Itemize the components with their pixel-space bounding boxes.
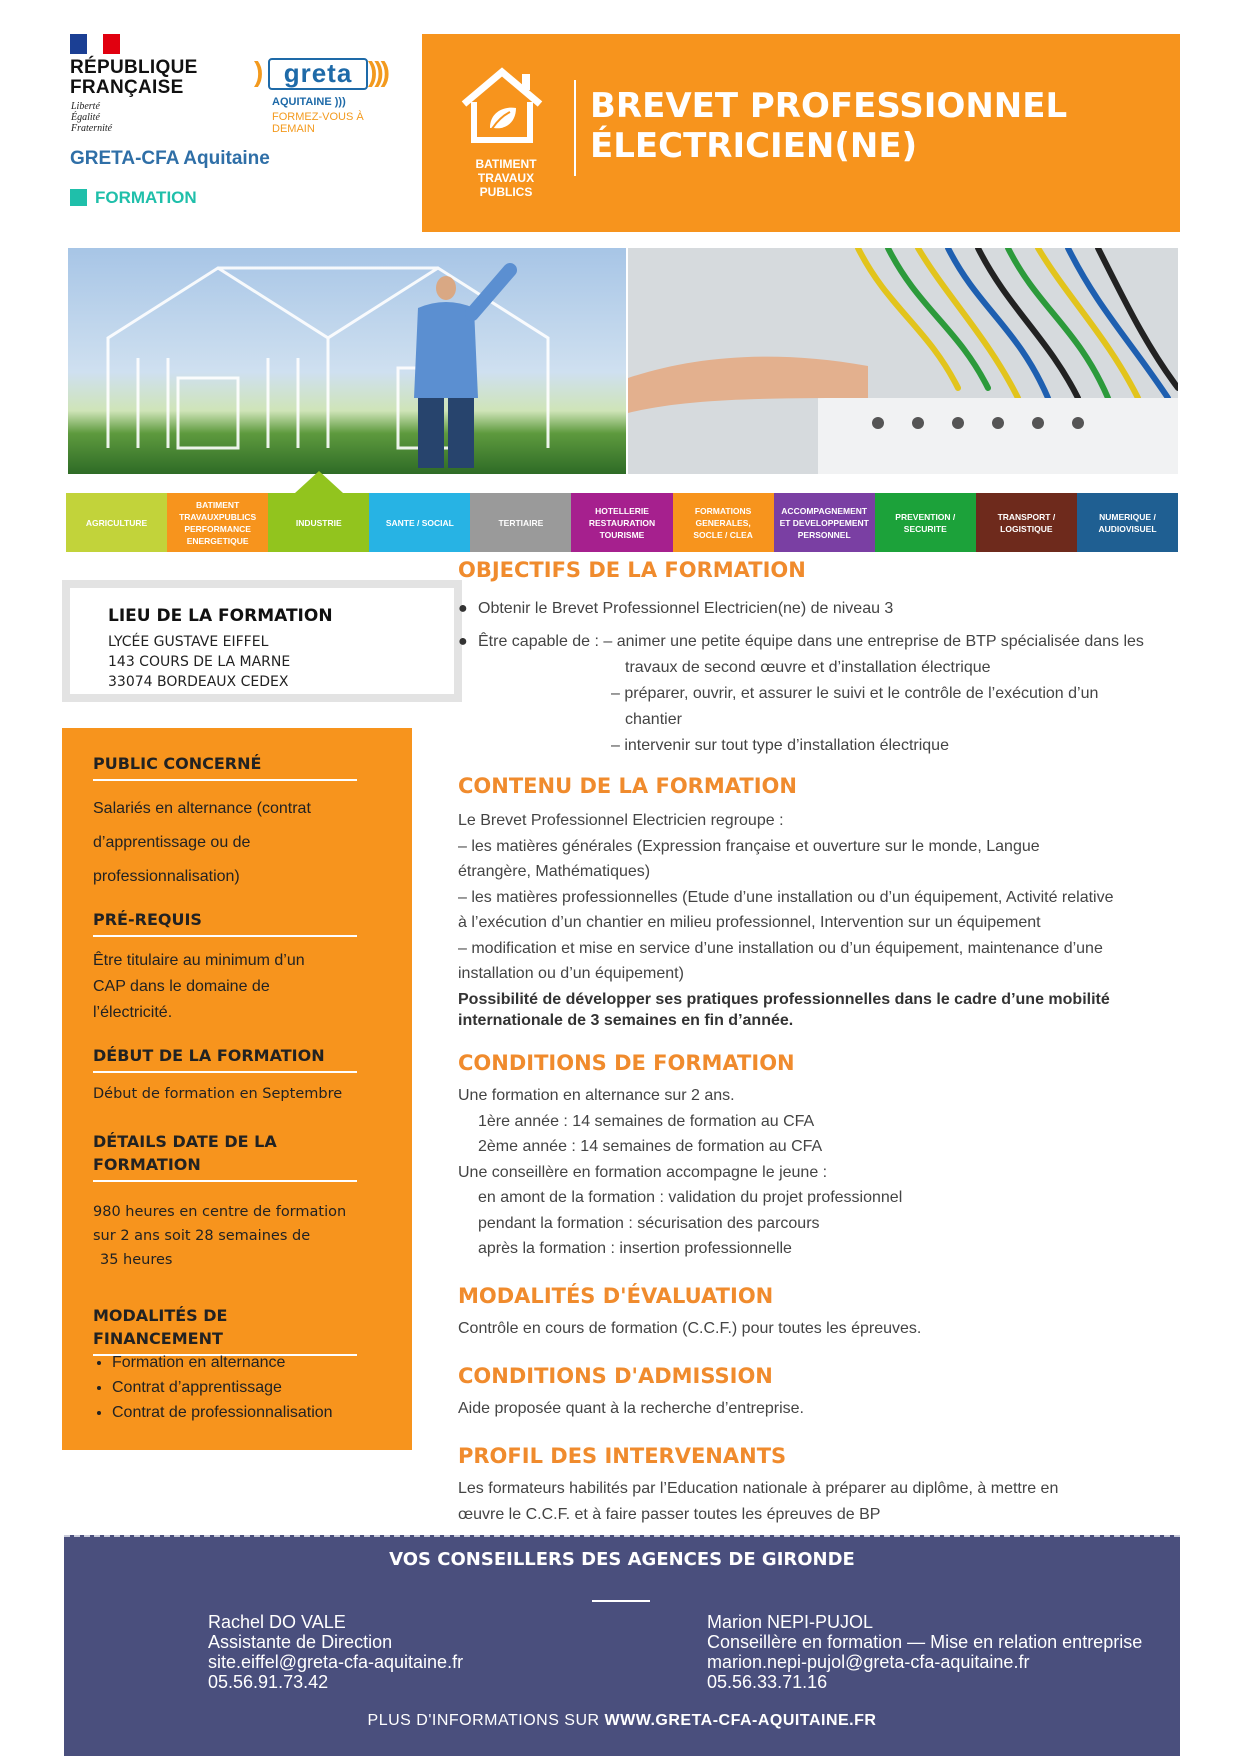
category-tab[interactable]: [470, 493, 571, 552]
financement-item: • Contrat de professionnalisation: [112, 1400, 333, 1425]
objectif-bullet-1: [458, 596, 893, 622]
contact-name: Rachel DO VALE: [208, 1612, 346, 1632]
conditions-line: 2ème année : 14 semaines de formation au CFA: [478, 1138, 823, 1155]
category-label: [296, 517, 342, 529]
category-line: HOTELLERIE: [595, 505, 649, 516]
objectif-text: Être capable de : – animer une petite équipe dans une entreprise de BTP spécialisée dans les: [478, 633, 1144, 650]
details-line: sur 2 ans soit 28 semaines de: [93, 1228, 311, 1244]
category-line: ACCOMPAGNEMENT: [781, 505, 868, 516]
title-line-1: BREVET PROFESSIONNEL: [590, 86, 1068, 126]
motto-line: Liberté: [71, 101, 100, 112]
prerequis-title: PRÉ-REQUIS: [93, 908, 357, 937]
org-name: GRETA-CFA Aquitaine: [70, 148, 270, 169]
category-label: [693, 505, 753, 541]
category-tab[interactable]: [369, 493, 470, 552]
financement-title: MODALITÉS DE FINANCEMENT: [93, 1304, 357, 1356]
bullet-icon: ●: [458, 633, 468, 650]
category-label: [780, 505, 869, 541]
financement-list: [80, 1350, 333, 1425]
profil-line: Les formateurs habilités par l’Education nationale à préparer au diplôme, à mettre en: [458, 1480, 1059, 1497]
sector-line: TRAVAUX: [477, 171, 535, 185]
sector-label: [462, 157, 550, 199]
public-line: Salariés en alternance (contrat: [93, 800, 311, 817]
public-line: d’apprentissage ou de: [93, 834, 251, 851]
category-label: [86, 517, 147, 529]
objectifs-title: OBJECTIFS DE LA FORMATION: [458, 558, 806, 582]
public-line: professionnalisation): [93, 868, 240, 885]
side-panel: [62, 728, 412, 1450]
title-separator: [574, 80, 576, 176]
objectif-text: Obtenir le Brevet Professionnel Electricien(ne) de niveau 3: [478, 600, 894, 617]
category-line: RESTAURATION: [588, 517, 656, 528]
objectif-bullet-2: [458, 629, 1144, 655]
category-line: INDUSTRIE: [295, 517, 342, 528]
category-label: [179, 499, 256, 547]
mobilite-line: internationale de 3 semaines en fin d’année.: [458, 1011, 794, 1029]
motto-line: Égalité: [71, 112, 100, 123]
category-tab[interactable]: [976, 493, 1077, 552]
category-line: TRAVAUXPUBLICS: [179, 511, 257, 522]
admission-text: Aide proposée quant à la recherche d’entreprise.: [458, 1400, 804, 1417]
prerequis-text: [93, 948, 363, 1026]
category-bar: [66, 493, 1178, 552]
sector-line: BATIMENT: [475, 157, 537, 171]
contact-rachel: [208, 1612, 463, 1692]
conditions-line: après la formation : insertion professionnelle: [478, 1240, 792, 1257]
contact-marion: [707, 1612, 1142, 1692]
formation-square-icon: [70, 189, 87, 206]
debut-title: DÉBUT DE LA FORMATION: [93, 1044, 357, 1073]
sector-line: PUBLICS: [479, 185, 533, 199]
category-tab[interactable]: [875, 493, 976, 552]
category-line: BATIMENT: [195, 499, 240, 510]
lieu-line: 33074 BORDEAUX CEDEX: [108, 674, 289, 690]
conditions-line: pendant la formation : sécurisation des parcours: [478, 1214, 820, 1232]
contenu-line: installation ou d’un équipement): [458, 965, 684, 982]
category-line: FORMATIONS: [694, 505, 752, 516]
more-info: [64, 1712, 1180, 1730]
greta-word: greta: [268, 58, 368, 90]
website-link[interactable]: WWW.GRETA-CFA-AQUITAINE.FR: [604, 1712, 877, 1729]
details-title: [93, 1130, 357, 1182]
category-line: TOURISME: [599, 529, 645, 540]
details-text: [93, 1200, 363, 1272]
category-label: [1098, 511, 1156, 535]
greta-logo: [254, 56, 402, 136]
category-line: AUDIOVISUEL: [1098, 523, 1157, 534]
conditions-line: en amont de la formation : validation du projet professionnel: [478, 1189, 903, 1206]
category-line: AGRICULTURE: [85, 517, 148, 528]
formation-label: FORMATION: [95, 188, 197, 207]
prerequis-line: Être titulaire au minimum d’un: [93, 952, 305, 969]
details-title-line: DÉTAILS DATE DE LA: [93, 1132, 277, 1151]
contenu-line: – les matières générales (Expression française et ouverture sur le monde, Langue: [458, 837, 1040, 855]
mobilite-note: [458, 989, 1178, 1031]
french-flag-icon: [70, 34, 120, 54]
contact-role: Conseillère en formation — Mise en relation entreprise: [707, 1632, 1143, 1652]
category-line: GENERALES,: [695, 517, 751, 528]
lieu-line: LYCÉE GUSTAVE EIFFEL: [108, 634, 269, 650]
more-info-prefix: PLUS D'INFORMATIONS SUR: [367, 1712, 605, 1729]
debut-text: Début de formation en Septembre: [93, 1086, 343, 1102]
category-tab[interactable]: [774, 493, 875, 552]
house-leaf-icon: [456, 66, 548, 146]
contenu-text: [458, 808, 1178, 1031]
category-line: SOCLE / CLEA: [693, 529, 753, 540]
contenu-line: – les matières professionnelles (Etude d’une installation ou d’un équipement, Activité relative: [458, 888, 1114, 906]
category-tab[interactable]: [66, 493, 167, 552]
details-line: 35 heures: [100, 1252, 173, 1268]
greta-left-arc: ): [254, 56, 264, 87]
prerequis-line: l’électricité.: [93, 1004, 173, 1021]
financement-item: • Contrat d’apprentissage: [112, 1375, 333, 1400]
footer-contacts: [64, 1535, 1180, 1756]
evaluation-text: Contrôle en cours de formation (C.C.F.) pour toutes les épreuves.: [458, 1320, 922, 1337]
contact-email[interactable]: marion.nepi-pujol@greta-cfa-aquitaine.fr: [707, 1652, 1030, 1672]
category-label: [498, 517, 543, 529]
public-text: [93, 792, 363, 894]
objectif-line: travaux de second œuvre et d’installation électrique: [625, 659, 991, 676]
footer-divider: [592, 1600, 650, 1602]
house-drawing-photo: [68, 248, 626, 474]
lieu-title: LIEU DE LA FORMATION: [108, 606, 333, 626]
details-title-line: FORMATION: [93, 1155, 201, 1174]
objectif-line: – préparer, ouvrir, et assurer le suivi et le contrôle de l’exécution d’un: [611, 685, 1099, 702]
conditions-title: CONDITIONS DE FORMATION: [458, 1051, 795, 1075]
category-line: TRANSPORT /: [997, 511, 1056, 522]
lieu-line: 143 COURS DE LA MARNE: [108, 654, 291, 670]
conditions-line: Une formation en alternance sur 2 ans.: [458, 1087, 735, 1104]
contact-email[interactable]: site.eiffel@greta-cfa-aquitaine.fr: [208, 1652, 464, 1672]
lieu-box: [62, 580, 462, 702]
rf-motto: [71, 101, 112, 134]
rf-line-1: RÉPUBLIQUE: [70, 57, 198, 78]
republique-francaise-logo: [70, 58, 198, 98]
contenu-title: CONTENU DE LA FORMATION: [458, 774, 797, 798]
electrical-panel-photo: [628, 248, 1178, 474]
greta-right-arcs: ))): [368, 56, 387, 87]
contenu-line: étrangère, Mathématiques): [458, 863, 651, 880]
profil-text: [458, 1476, 1058, 1527]
category-label: [895, 511, 955, 535]
category-line: SANTE / SOCIAL: [385, 517, 454, 528]
bullet-icon: ●: [458, 600, 468, 617]
greta-aquitaine: AQUITAINE ))): [272, 96, 346, 108]
prerequis-line: CAP dans le domaine de: [93, 978, 270, 995]
financement-item: • Formation en alternance: [112, 1350, 333, 1375]
profil-line: œuvre le C.C.F. et à faire passer toutes les épreuves de BP: [458, 1505, 881, 1523]
rf-line-2: FRANÇAISE: [70, 77, 184, 98]
conditions-text: [458, 1083, 902, 1262]
conditions-line: Une conseillère en formation accompagne le jeune :: [458, 1163, 828, 1181]
active-category-pointer: [295, 471, 343, 493]
objectif-line: – intervenir sur tout type d’installation électrique: [611, 737, 949, 754]
objectif-line: chantier: [625, 711, 682, 728]
category-line: PERSONNEL: [797, 529, 851, 540]
footer-title: VOS CONSEILLERS DES AGENCES DE GIRONDE: [389, 1549, 855, 1570]
category-line: ET DEVELOPPEMENT: [779, 517, 869, 528]
category-label: [589, 505, 655, 541]
category-line: PREVENTION /: [895, 511, 956, 522]
category-tab[interactable]: [268, 493, 369, 552]
contenu-line: à l’exécution d’un chantier en milieu professionnel, Intervention sur un équipement: [458, 914, 1041, 931]
category-label: [386, 517, 454, 529]
contact-phone: 05.56.33.71.16: [707, 1672, 828, 1692]
greta-tagline: FORMEZ-VOUS À DEMAIN: [272, 111, 364, 135]
profil-title: PROFIL DES INTERVENANTS: [458, 1444, 787, 1468]
contact-phone: 05.56.91.73.42: [208, 1672, 329, 1692]
category-line: NUMERIQUE /: [1099, 511, 1156, 522]
category-line: TERTIAIRE: [498, 517, 544, 528]
category-line: ENERGETIQUE: [186, 535, 249, 546]
category-tab[interactable]: [571, 493, 672, 552]
conditions-line: 1ère année : 14 semaines de formation au CFA: [478, 1112, 815, 1130]
category-label: [998, 511, 1056, 535]
category-tab[interactable]: [1077, 493, 1178, 552]
details-line: 980 heures en centre de formation: [93, 1204, 347, 1220]
category-tab[interactable]: [167, 493, 268, 552]
mobilite-line: Possibilité de développer ses pratiques professionnelles dans le cadre d’une mobilité: [458, 990, 1110, 1008]
evaluation-title: MODALITÉS D'ÉVALUATION: [458, 1284, 774, 1308]
motto-line: Fraternité: [71, 123, 113, 134]
contact-name: Marion NEPI-PUJOL: [707, 1612, 874, 1632]
admission-title: CONDITIONS D'ADMISSION: [458, 1364, 773, 1388]
contenu-line: Le Brevet Professionnel Electricien regroupe :: [458, 812, 784, 829]
category-line: LOGISTIQUE: [1000, 523, 1053, 534]
public-title: PUBLIC CONCERNÉ: [93, 752, 357, 781]
category-tab[interactable]: [673, 493, 774, 552]
category-line: PERFORMANCE: [184, 523, 251, 534]
contact-role: Assistante de Direction: [208, 1632, 393, 1652]
page-title: [590, 86, 1067, 166]
category-line: SECURITE: [903, 523, 947, 534]
contenu-line: – modification et mise en service d’une installation ou d’un équipement, maintenance d’une: [458, 939, 1103, 957]
title-line-2: ÉLECTRICIEN(NE): [590, 126, 918, 166]
